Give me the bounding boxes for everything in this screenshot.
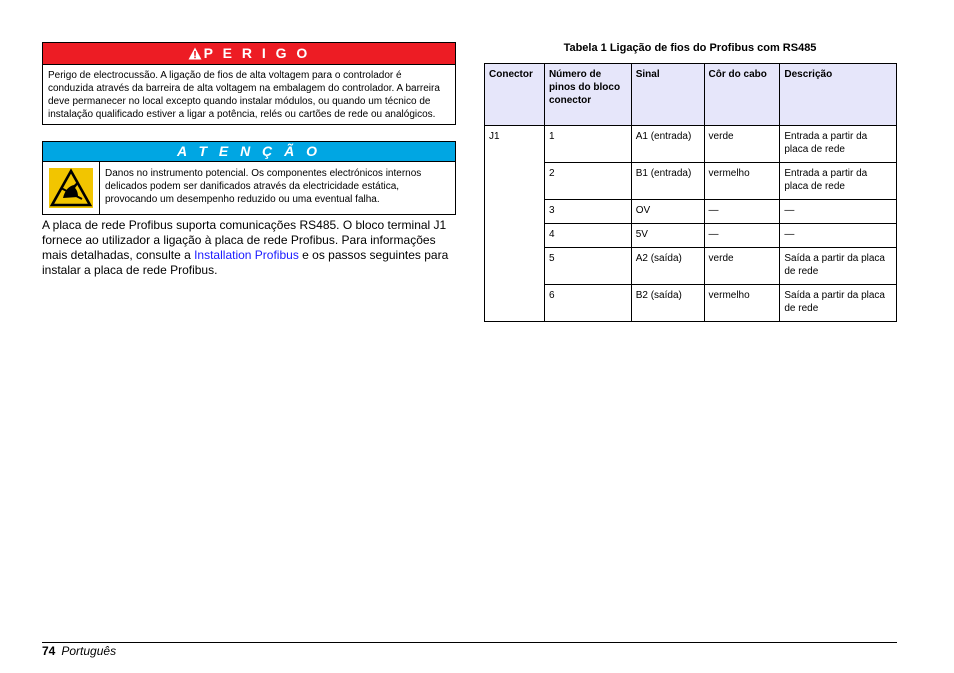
danger-header — [43, 43, 455, 65]
page-footer — [42, 644, 116, 658]
color-cell: vermelho — [704, 163, 780, 200]
signal-cell: A1 (entrada) — [631, 126, 704, 163]
profibus-wiring-table — [484, 63, 897, 322]
table-row — [485, 224, 897, 248]
table-caption: Tabela 1 Ligação de fios do Profibus com RS485 — [563, 42, 817, 54]
connector-cell: J1 — [485, 126, 545, 322]
table-row — [485, 285, 897, 322]
warning-triangle-icon — [188, 47, 202, 60]
header-connector: Conector — [485, 64, 545, 126]
header-cable-color: Côr do cabo — [704, 64, 780, 126]
caution-text: Danos no instrumento potencial. Os componentes electrónicos internos delicados podem ser danificados através da electricidade estática, provocando um desempenho reduzido ou uma eventual falha. — [105, 168, 422, 205]
installation-profibus-link[interactable]: Installation Profibus — [194, 248, 299, 262]
page-number: 74 — [42, 644, 56, 658]
footer-divider — [42, 642, 897, 643]
header-pin-number: Número de pinos do bloco conector — [544, 64, 631, 126]
table-row — [485, 126, 897, 163]
footer-language: Português — [61, 644, 117, 658]
signal-cell: A2 (saída) — [631, 248, 704, 285]
danger-notice — [42, 42, 456, 125]
caution-title: A T E N Ç Ã O — [43, 142, 455, 162]
signal-cell: B1 (entrada) — [631, 163, 704, 200]
description-cell: — — [780, 200, 897, 224]
caution-notice — [42, 141, 456, 215]
description-cell: Saída a partir da placa de rede — [780, 285, 897, 322]
table-header-row — [485, 64, 897, 126]
pin-cell: 6 — [544, 285, 631, 322]
color-cell: — — [704, 200, 780, 224]
description-cell: Saída a partir da placa de rede — [780, 248, 897, 285]
color-cell: verde — [704, 248, 780, 285]
description-cell: Entrada a partir da placa de rede — [780, 163, 897, 200]
color-cell: — — [704, 224, 780, 248]
table-row — [485, 200, 897, 224]
signal-cell: B2 (saída) — [631, 285, 704, 322]
table-row — [485, 163, 897, 200]
pin-cell: 2 — [544, 163, 631, 200]
pin-cell: 5 — [544, 248, 631, 285]
description-cell: — — [780, 224, 897, 248]
danger-text: Perigo de electrocussão. A ligação de fios de alta voltagem para o controlador é conduzida através da barreira de alta voltagem na embalagem do controlador. A barreira deve permanecer no local excepto quando instalar módulos, ou quando um técnico de instalação qualificado estiver a ligar a potência, relés ou cartões de rede ou analógicos. — [48, 70, 440, 120]
pin-cell: 4 — [544, 224, 631, 248]
header-signal: Sinal — [631, 64, 704, 126]
table-row — [485, 248, 897, 285]
esd-warning-icon — [49, 168, 93, 208]
signal-cell: OV — [631, 200, 704, 224]
pin-cell: 3 — [544, 200, 631, 224]
color-cell: verde — [704, 126, 780, 163]
intro-paragraph: A placa de rede Profibus suporta comunicações RS485. O bloco terminal J1 fornece ao utilizador a ligação à placa de rede Profibus. Para informações mais detalhadas, consulte a Installation Profibus e os passos seguintes para instalar a placa de rede Profibus. — [42, 218, 449, 277]
header-description: Descrição — [780, 64, 897, 126]
danger-title: P E R I G O — [203, 45, 311, 61]
signal-cell: 5V — [631, 224, 704, 248]
pin-cell: 1 — [544, 126, 631, 163]
description-cell: Entrada a partir da placa de rede — [780, 126, 897, 163]
color-cell: vermelho — [704, 285, 780, 322]
